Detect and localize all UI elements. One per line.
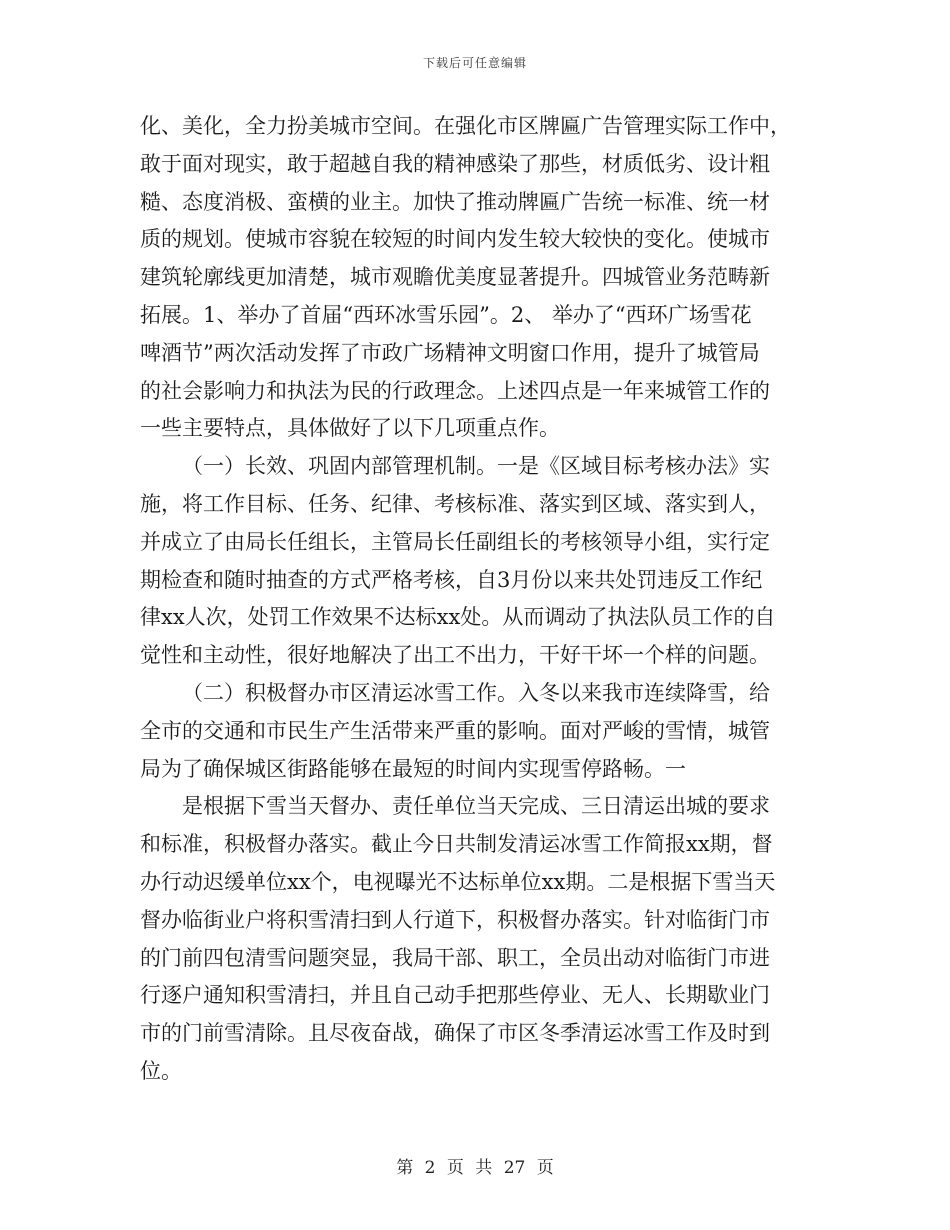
text-line: 觉性和主动性，很好地解决了出工不出力，干好干坏一个样的问题。: [140, 643, 770, 668]
text-line: 局为了确保城区街路能够在最短的时间内实现雪停路畅。一: [140, 756, 686, 781]
text-line: 办行动迟缓单位xx个，电视曝光不达标单位xx期。二是根据下雪当天: [140, 869, 776, 894]
text-line: 的社会影响力和执法为民的行政理念。上述四点是一年来城管工作的: [140, 378, 770, 403]
paragraph-start-line: （二）积极督办市区清运冰雪工作。入冬以来我市连续降雪，给: [182, 680, 770, 705]
text-line: 一些主要特点，具体做好了以下几项重点作。: [140, 416, 560, 441]
text-line: 行逐户通知积雪清扫，并且自己动手把那些停业、无人、长期歇业门: [140, 983, 770, 1008]
text-line: 拓展。1、举办了首届“西环冰雪乐园”。2、 举办了“西环广场雪花: [140, 302, 752, 327]
text-line: 敢于面对现实，敢于超越自我的精神感染了那些，材质低劣、设计粗: [140, 151, 770, 176]
text-line: 化、美化，全力扮美城市空间。在强化市区牌匾广告管理实际工作中，: [140, 114, 791, 138]
text-line: 啤酒节”两次活动发挥了市政广场精神文明窗口作用，提升了城管局: [140, 340, 760, 365]
text-line: 施，将工作目标、任务、纪律、考核标准、落实到区域、落实到人，: [140, 491, 770, 516]
page-number-footer: 第 2 页 共 27 页: [396, 1158, 554, 1178]
text-line: 督办临街业户将积雪清扫到人行道下，积极督办落实。针对临街门市: [140, 907, 770, 932]
paragraph-start-line: 是根据下雪当天督办、责任单位当天完成、三日清运出城的要求: [182, 794, 770, 819]
text-line: 期检查和随时抽查的方式严格考核，自3月份以来共处罚违反工作纪: [140, 567, 763, 592]
text-line: 糙、态度消极、蛮横的业主。加快了推动牌匾广告统一标准、统一材: [140, 189, 770, 214]
paragraph-start-line: （一）长效、巩固内部管理机制。一是《区域目标考核办法》实: [182, 454, 770, 479]
text-line: 质的规划。使城市容貌在较短的时间内发生较大较快的变化。使城市: [140, 227, 770, 252]
document-body: [140, 108, 810, 1091]
text-line: 律xx人次，处罚工作效果不达标xx处。从而调动了执法队员工作的自: [140, 605, 776, 630]
text-line: 建筑轮廓线更加清楚，城市观瞻优美度显著提升。四城管业务范畴新: [140, 265, 770, 290]
text-line: 市的门前雪清除。且尽夜奋战，确保了市区冬季清运冰雪工作及时到: [140, 1021, 770, 1046]
text-line: 和标准，积极督办落实。截止今日共制发清运冰雪工作简报xx期，督: [140, 832, 773, 857]
text-line: 并成立了由局长任组长，主管局长任副组长的考核领导小组，实行定: [140, 529, 770, 554]
text-line: 位。: [140, 1058, 182, 1083]
text-line: 的门前四包清雪问题突显，我局干部、职工，全员出动对临街门市进: [140, 945, 770, 970]
text-line: 全市的交通和市民生产生活带来严重的影响。面对严峻的雪情，城管: [140, 718, 770, 743]
page-header: 下载后可任意编辑: [422, 56, 527, 70]
